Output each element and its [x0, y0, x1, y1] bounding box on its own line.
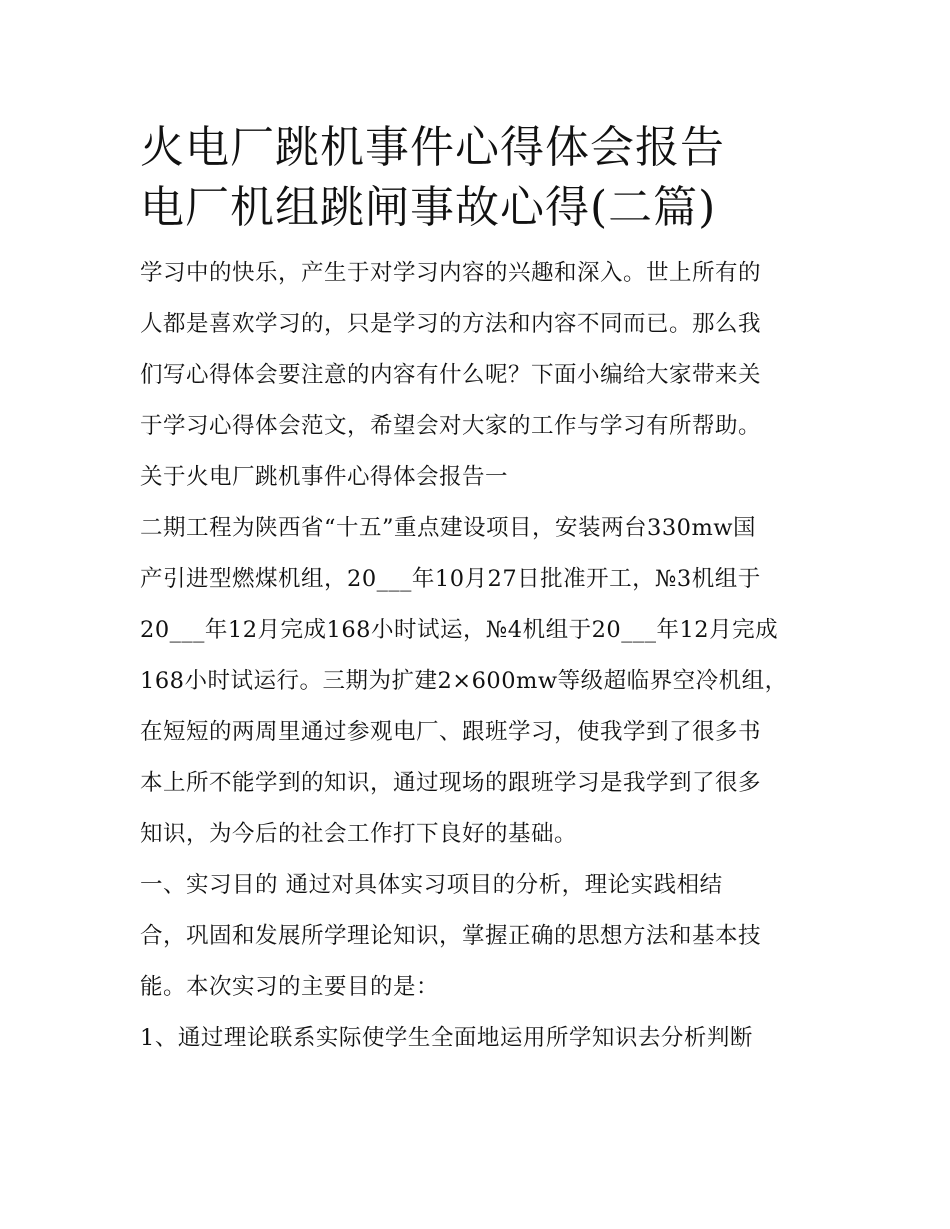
title-line-1: 火电厂跳机事件心得体会报告 — [140, 122, 725, 173]
text-line: 能。本次实习的主要目的是： — [140, 974, 440, 1000]
text-line: 于学习心得体会范文，希望会对大家的工作与学习有所帮助。 — [140, 413, 762, 439]
text-line: 二期工程为陕西省“十五”重点建设项目，安装两台330mw国 — [140, 515, 757, 541]
text-line: 本上所不能学到的知识，通过现场的跟班学习是我学到了很多 — [140, 770, 762, 796]
text-line: 168小时试运行。三期为扩建2×600mw等级超临界空冷机组， — [140, 668, 788, 694]
document-title — [140, 118, 820, 238]
text-line: 人都是喜欢学习的，只是学习的方法和内容不同而已。那么我 — [140, 311, 762, 337]
text-line: 1、通过理论联系实际使学生全面地运用所学知识去分析判断 — [140, 1025, 753, 1051]
document-body — [140, 248, 820, 1064]
document-content — [140, 118, 820, 1064]
text-line: 知识，为今后的社会工作打下良好的基础。 — [140, 821, 578, 847]
title-line-2: 电厂机组跳闸事故心得(二篇) — [140, 182, 717, 233]
text-line: 20___年12月完成168小时试运，№4机组于20___年12月完成 — [140, 617, 779, 643]
text-line: 们写心得体会要注意的内容有什么呢？下面小编给大家带来关 — [140, 362, 762, 388]
text-line: 在短短的两周里通过参观电厂、跟班学习，使我学到了很多书 — [140, 719, 762, 745]
text-line: 合，巩固和发展所学理论知识，掌握正确的思想方法和基本技 — [140, 923, 762, 949]
text-line: 学习中的快乐，产生于对学习内容的兴趣和深入。世上所有的 — [140, 260, 762, 286]
text-line: 一、实习目的 通过对具体实习项目的分析，理论实践相结 — [140, 872, 723, 898]
text-line: 产引进型燃煤机组，20___年10月27日批准开工，№3机组于 — [140, 566, 761, 592]
section-heading: 关于火电厂跳机事件心得体会报告一 — [140, 464, 509, 490]
